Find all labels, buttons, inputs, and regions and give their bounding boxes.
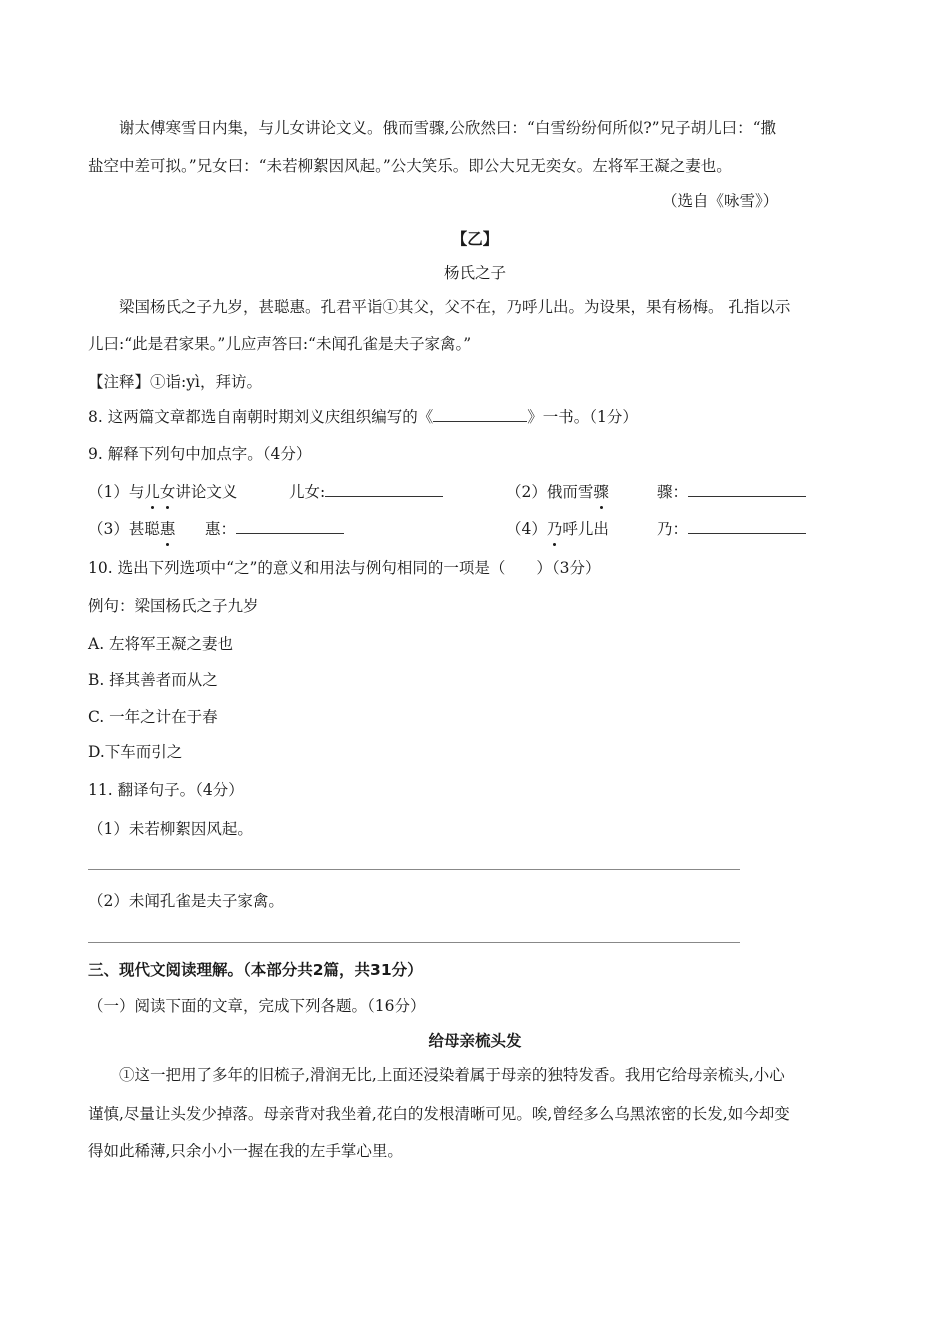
article-line-3: 得如此稀薄,只余小小一握在我的左手掌心里。	[88, 1142, 403, 1160]
q9-item-2-answer	[657, 481, 806, 503]
jia-source: （选自《咏雪》）	[662, 192, 779, 210]
question-9-stem: 9. 解释下列句中加点字。（4分）	[88, 445, 312, 463]
q9-item-1-answer	[289, 481, 443, 503]
q9-item3-label: 惠：	[205, 520, 237, 538]
q9-item4-dot-char: 乃	[546, 520, 563, 538]
q10-option-d[interactable]: D.下车而引之	[88, 743, 183, 761]
q9-item1-label: 儿女:	[289, 483, 326, 501]
q8-answer-blank[interactable]	[433, 406, 527, 422]
q9-item2-dot-char: 骤	[593, 483, 609, 501]
q8-suffix: 》一书。（1分）	[527, 408, 638, 426]
yi-note	[88, 371, 262, 393]
q11-item1-answer-line[interactable]	[88, 869, 740, 870]
q9-item-3-answer	[205, 518, 344, 540]
q9-item3-dot-char: 惠	[159, 520, 176, 538]
q9-item2-blank[interactable]	[688, 481, 806, 497]
jia-passage-line-1: 谢太傅寒雪日内集，与儿女讲论文义。俄而雪骤,公欣然曰：“白雪纷纷何所似?”兄子胡儿曰：“撒	[119, 119, 777, 137]
article-line-1: ①这一把用了多年的旧梳子,滑润无比,上面还浸染着属于母亲的独特发香。我用它给母亲梳头,小心	[119, 1066, 785, 1084]
note-text: ①诣:yì，拜访。	[150, 373, 262, 391]
yi-title: 杨氏之子	[443, 264, 506, 282]
q8-prefix: 8. 这两篇文章都选自南朝时期刘义庆组织编写的《	[88, 408, 434, 426]
question-10-stem: 10. 选出下列选项中“之”的意义和用法与例句相同的一项是（ ）（3分）	[88, 559, 601, 577]
article-line-2: 谨慎,尽量让头发少掉落。母亲背对我坐着,花白的发根清晰可见。唉,曾经多么乌黑浓密的长发,如今却变	[88, 1105, 790, 1123]
q9-item1-num: （1）与	[88, 483, 145, 501]
q9-item1-rest: 讲论文义	[175, 483, 238, 501]
q9-item-4	[506, 518, 609, 540]
q9-item-4-answer	[657, 518, 806, 540]
q9-item4-label: 乃：	[657, 520, 689, 538]
section-3-heading: 三、现代文阅读理解。（本部分共2篇，共31分）	[88, 961, 423, 979]
q9-item-1	[88, 481, 237, 503]
q9-item2-label: 骤：	[657, 483, 689, 501]
note-label: 【注释】	[88, 373, 151, 391]
article-title: 给母亲梳头发	[428, 1032, 522, 1050]
section-3-subheading: （一）阅读下面的文章，完成下列各题。（16分）	[88, 997, 426, 1015]
question-8	[88, 406, 638, 428]
q9-item1-blank[interactable]	[325, 481, 443, 497]
q10-option-a[interactable]: A. 左将军王凝之妻也	[88, 635, 234, 653]
q10-example: 例句：梁国杨氏之子九岁	[88, 597, 259, 615]
q10-option-c[interactable]: C. 一年之计在于春	[88, 708, 218, 726]
q9-item4-rest: 呼儿出	[562, 520, 609, 538]
q9-item3-blank[interactable]	[236, 518, 344, 534]
yi-passage-line-1: 梁国杨氏之子九岁，甚聪惠。孔君平诣①其父，父不在，乃呼儿出。为设果，果有杨梅。 孔指以示	[119, 298, 791, 316]
q9-item4-blank[interactable]	[688, 518, 806, 534]
q11-item-2: （2）未闻孔雀是夫子家禽。	[88, 892, 284, 910]
q9-item1-dot-char-1: 儿	[144, 483, 160, 501]
q9-item4-num: （4）	[506, 520, 547, 538]
q9-item-3	[88, 518, 175, 540]
q9-item3-num: （3）甚聪	[88, 520, 160, 538]
q10-option-b[interactable]: B. 择其善者而从之	[88, 671, 218, 689]
q9-item2-num: （2）俄而雪	[506, 483, 594, 501]
q11-item2-answer-line[interactable]	[88, 942, 740, 943]
q11-item-1: （1）未若柳絮因风起。	[88, 820, 253, 838]
q9-item-2	[506, 481, 609, 503]
yi-passage-line-2: 儿曰:“此是君家果。”儿应声答曰:“未闻孔雀是夫子家禽。”	[88, 335, 472, 353]
jia-passage-line-2: 盐空中差可拟。”兄女曰：“未若柳絮因风起。”公大笑乐。即公大兄无奕女。左将军王凝之妻也。	[88, 157, 732, 175]
q9-item1-dot-char-2: 女	[159, 483, 176, 501]
yi-heading: 【乙】	[451, 230, 499, 248]
question-11-stem: 11. 翻译句子。（4分）	[88, 781, 244, 799]
